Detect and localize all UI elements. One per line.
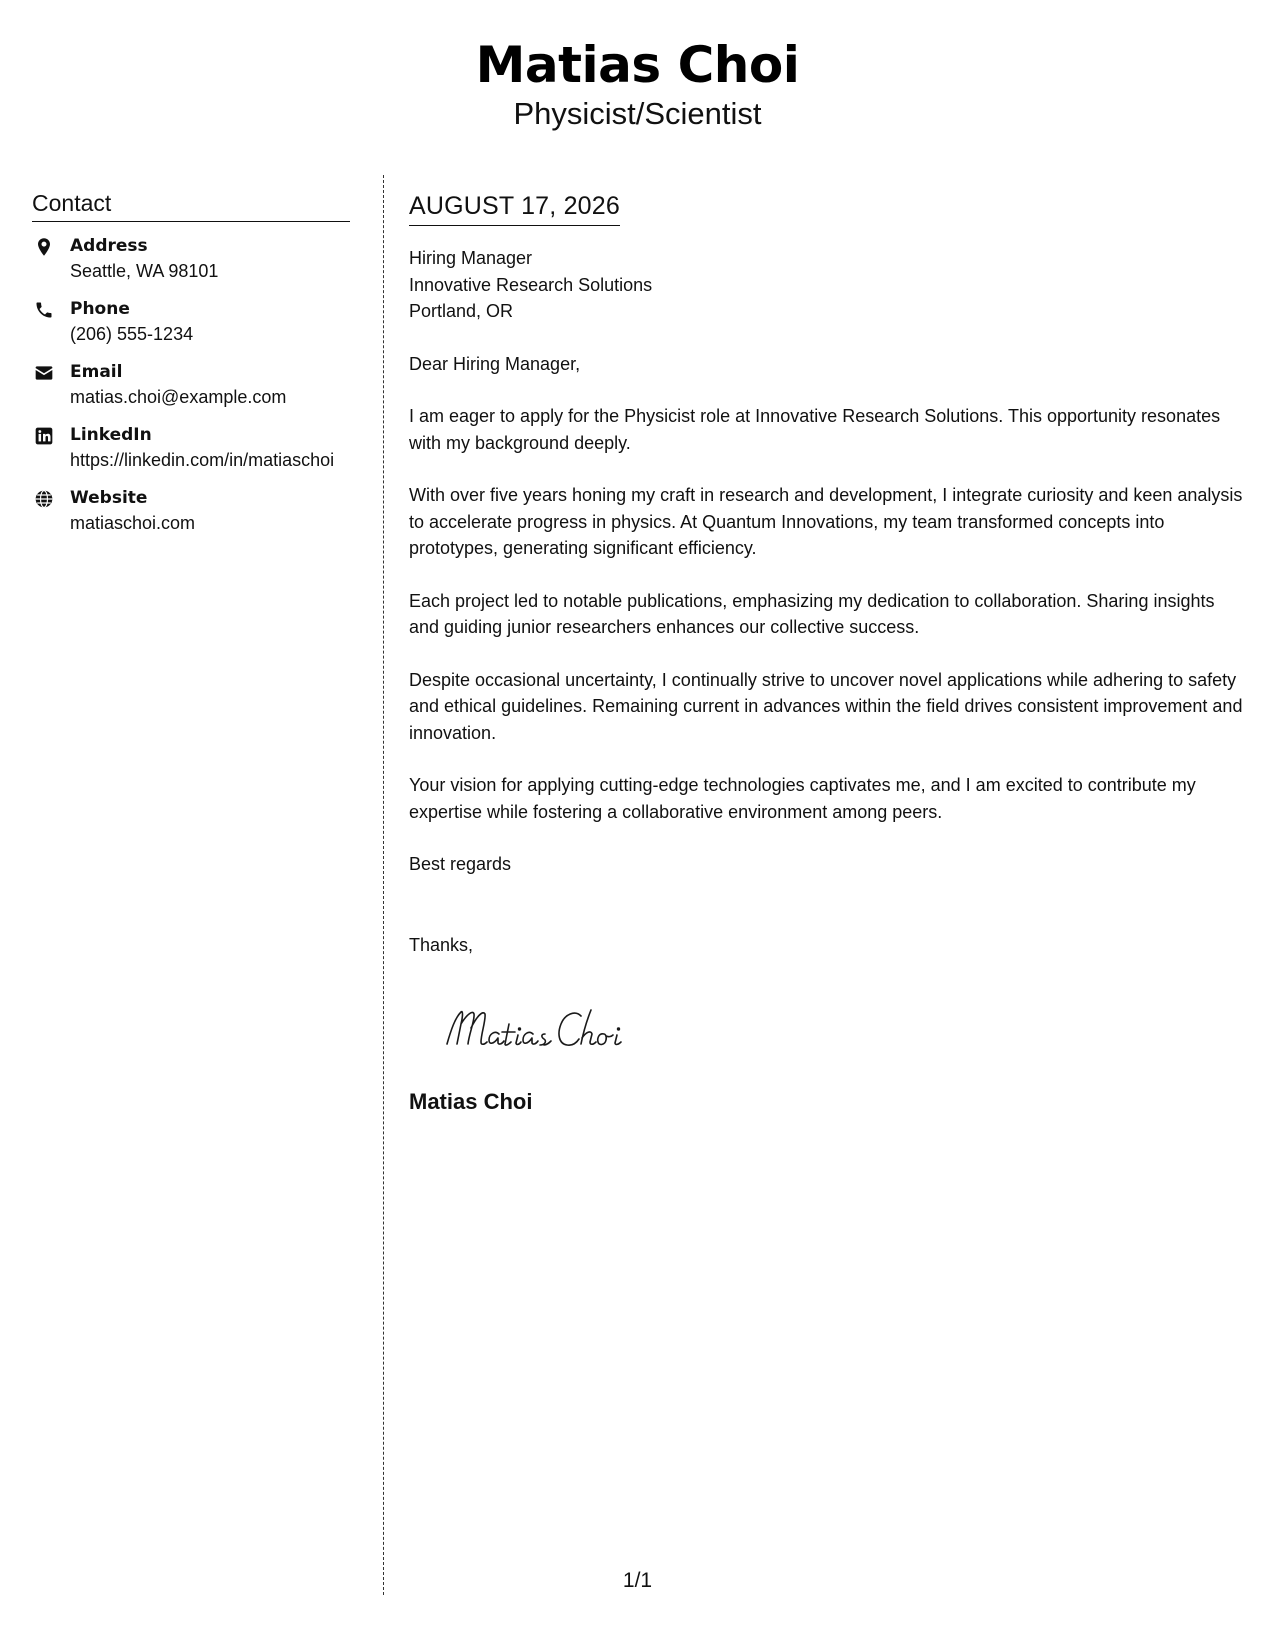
body-paragraph: Despite occasional uncertainty, I continually strive to uncover novel applications while adhering to safety and ethical guidelines. Remaining current in advances within the field drives consistent improvement and innovation. [409,669,1243,743]
contact-value[interactable]: matiaschoi.com [70,513,196,533]
column-divider [383,175,384,1595]
closing: Best regards [409,854,512,874]
envelope-icon [34,363,54,383]
contact-item-website [32,486,350,536]
recipient-line: Hiring Manager [409,248,533,268]
letter-body [409,191,1244,1116]
contact-item-linkedin [32,423,350,473]
page-number [0,1568,1275,1594]
body-paragraph: Each project led to notable publications, emphasizing my dedication to collaboration. Sharing insights and guiding junior researchers enhances our collective success. [409,590,1215,637]
contact-value: matias.choi@example.com [70,387,287,407]
contact-value[interactable]: https://linkedin.com/in/matiaschoi [70,450,335,470]
contact-item-email [32,360,350,410]
map-pin-icon [34,237,54,257]
contact-heading: Contact [32,188,350,222]
contact-value: Seattle, WA 98101 [70,261,219,281]
applicant-title: Physicist/Scientist [513,96,762,131]
body-paragraph: I am eager to apply for the Physicist role at Innovative Research Solutions. This opportunity resonates with my background deeply. [409,406,1221,453]
contact-value: (206) 555-1234 [70,324,194,344]
contact-label: Address [70,236,148,256]
linkedin-icon [34,426,54,446]
globe-icon [34,489,54,509]
page-number-text: 1/1 [622,1569,653,1592]
contact-item-address [32,234,350,284]
contact-label: Website [70,488,148,508]
contact-label: LinkedIn [70,425,152,445]
contact-sidebar [32,188,350,549]
recipient-line: Innovative Research Solutions [409,274,653,295]
salutation: Dear Hiring Manager, [409,353,581,374]
thanks-line: Thanks, [409,934,474,955]
applicant-name: Matias Choi [475,36,800,94]
contact-label: Phone [70,299,130,319]
phone-icon [34,300,54,320]
letter-date: AUGUST 17, 2026 [409,191,620,226]
recipient-line: Portland, OR [409,301,514,321]
contact-label: Email [70,362,123,382]
letter-header [0,34,1275,132]
body-paragraph: With over five years honing my craft in research and development, I integrate curiosity and keen analysis to accelerate progress in physics. At Quantum Innovations, my team transformed concepts into prototypes, generating significant efficiency. [409,485,1243,558]
recipient-block [409,245,1244,325]
body-paragraph: Your vision for applying cutting-edge technologies captivates me, and I am excited to contribute my expertise while fostering a collaborative environment among peers. [409,775,1196,822]
handwritten-signature [441,1000,661,1060]
signer-name: Matias Choi [409,1088,533,1114]
contact-item-phone [32,297,350,347]
